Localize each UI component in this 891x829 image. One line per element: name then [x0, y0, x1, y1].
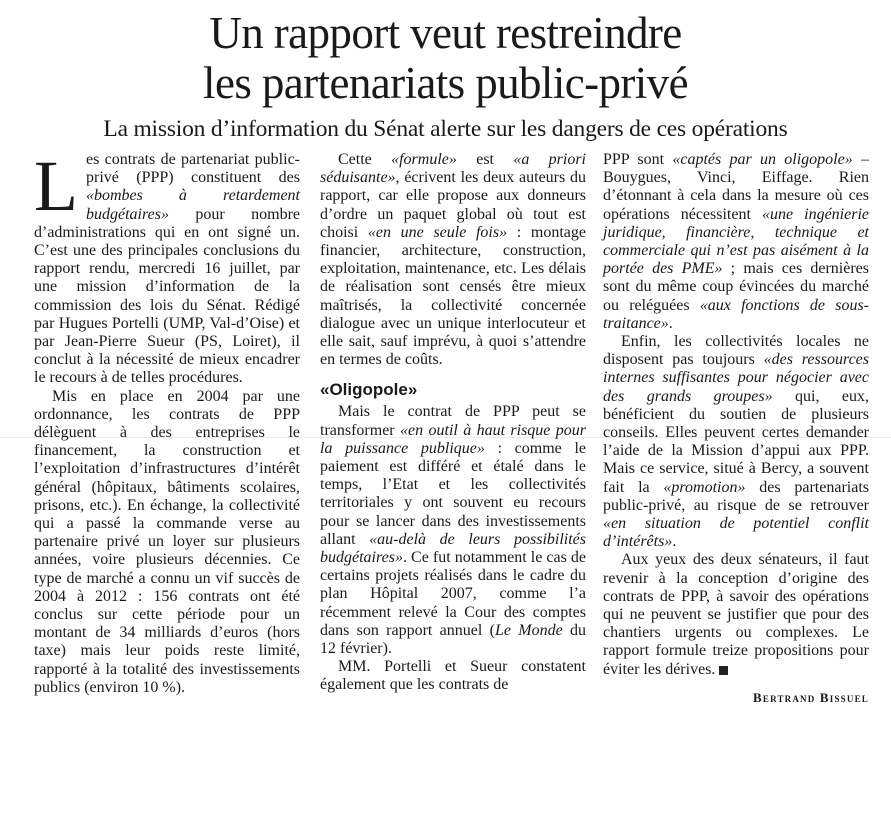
italic-quote: «aux fonctions de sous-traitance» — [603, 296, 869, 332]
text-run: MM. Portelli et Sueur constatent également que les contrats de — [320, 658, 586, 694]
text-run: des partenariats public-privé, au risque de se retrouver — [603, 478, 869, 514]
article-paragraph — [603, 151, 869, 333]
italic-quote: «en situation de potentiel conflit d’intérêts» — [603, 515, 869, 551]
article-column-2 — [320, 151, 586, 695]
text-run: , écrivent les deux auteurs du rapport, car elle propose aux donneurs d’ordre un paquet global où tout est choisi — [320, 169, 586, 241]
text-run: Mais le contrat de PPP peut se transformer — [320, 403, 586, 439]
text-run: est — [456, 151, 514, 168]
text-run: pour nombre d’administrations qui en ont signé un. C’est une des principales conclusions du rapport rendu, mercredi 16 juillet, par une mission d’information de la commission des lois du Sénat. Rédigé par Hugues Portelli (UMP, Val-d’Oise) et par Jean-Pierre Sueur (PS, Loiret), il conclut à la nécessité de mieux encadrer le recours à de telles procédures. — [34, 205, 300, 387]
text-run: . — [668, 314, 673, 332]
article-column-3 — [603, 151, 869, 707]
headline — [0, 8, 891, 108]
text-run: . — [672, 533, 677, 551]
italic-quote: «bombes à retardement budgétaires» — [85, 187, 300, 223]
text-run: Enfin, les collectivités locales ne disposent pas toujours — [603, 333, 869, 369]
italic-quote: «une ingénierie juridique, financière, technique et commerciale qui n’est pas aisément à la portée des PME» — [603, 205, 869, 278]
article-paragraph — [320, 151, 586, 369]
italic-quote: «en une seule fois» — [367, 223, 508, 241]
text-run: du 12 février). — [320, 621, 586, 658]
article-paragraph — [603, 333, 869, 551]
italic-quote: «promotion» — [663, 478, 746, 496]
intertitle: «Oligopole» — [320, 380, 418, 400]
text-run: : montage financier, architecture, construction, exploitation, maintenance, etc. Les délais de réalisation sont censés être mieux maîtrisés, la collectivité concernée dialogue avec un unique interlocuteur et elle sait, sauf imprévu, à quoi s’attendre en termes de coûts. — [320, 223, 586, 369]
text-run: es contrats de partenariat public-privé (PPP) constituent des — [85, 151, 300, 187]
page-fold-line — [0, 437, 891, 438]
text-run: Cette — [338, 151, 392, 168]
text-run: Mis en place en 2004 par une ordonnance, les contrats de PPP délèguent à des entreprises le financement, la construction et l’exploitation d’infrastructures d’intérêt général (hôpitaux, bâtiments scolaires, prisons, etc.). En échange, la collectivité qui a passé la commande verse au partenaire privé un loyer sur plusieurs années, voire plusieurs décennies. Ce type de marché a connu un vif succès de 2004 à 2012 : 156 contrats ont été conclus sur cette période pour un montant de 34 milliards d’euros (hors taxe) mais leur poids reste limité, rapporté à la totalité des investissements publics (environ 10 %). — [34, 387, 300, 696]
end-of-article-mark — [719, 666, 728, 675]
article-paragraph — [34, 146, 300, 388]
italic-quote: «a priori séduisante» — [320, 151, 587, 187]
text-run: – Bouygues, Vinci, Eiffage. Rien d’étonnant à cela dans la mesure où ces opérations nécessitent — [603, 151, 869, 223]
italic-quote: «au-delà de leurs possibilités budgétaires» — [320, 530, 586, 567]
headline-line-2: les partenariats public-privé — [203, 58, 688, 108]
headline-line-1: Un rapport veut restreindre — [209, 8, 682, 58]
text-run: : comme le paiement est différé et étalé dans le temps, l’Etat et les collectivités territoriales y ont souvent eu recours pour se lancer dans des investissements allant — [320, 439, 586, 548]
italic-quote: «captés par un oligopole» — [672, 151, 853, 168]
italic-quote: «en outil à haut risque pour la puissance publique» — [320, 421, 586, 457]
subheadline: La mission d’information du Sénat alerte sur les dangers de ces opérations — [103, 116, 788, 142]
italic-quote: Le Monde — [494, 621, 563, 639]
article-paragraph — [320, 658, 586, 694]
article-paragraph — [320, 403, 586, 658]
article-column-1 — [34, 146, 300, 697]
text-run: ; mais ces dernières sont du même coup évincées du marché ou reléguées — [603, 260, 870, 314]
text-run: PPP sont — [603, 151, 673, 168]
text-run: . Ce fut notamment le cas de certains projets réalisés dans le cadre du plan Hôpital 2007, comme l’a récemment relevé la Cour des comptes dans son rapport annuel ( — [320, 549, 586, 639]
byline: Bertrand Bissuel — [753, 689, 869, 705]
text-run: qui, eux, bénéficient du soutien de plusieurs conseils. Elles peuvent certes demander l’aide de la Mission d’appui aux PPP. Mais ce service, situé à Bercy, a souvent fait la — [603, 387, 869, 496]
italic-quote: «des ressources internes suffisantes pour négocier avec des grands groupes» — [603, 351, 870, 405]
text-run: Aux yeux des deux sénateurs, il faut revenir à la conception d’origine des contrats de PPP, à savoir des opérations qui ne peuvent se justifier que pour des chantiers urgents ou complexes. Le rapport formule treize propositions pour éviter les dérives. — [603, 551, 869, 678]
article-paragraph — [34, 388, 300, 697]
drop-cap: L — [34, 146, 78, 226]
article-paragraph — [603, 551, 869, 678]
italic-quote: «formule» — [391, 151, 457, 168]
